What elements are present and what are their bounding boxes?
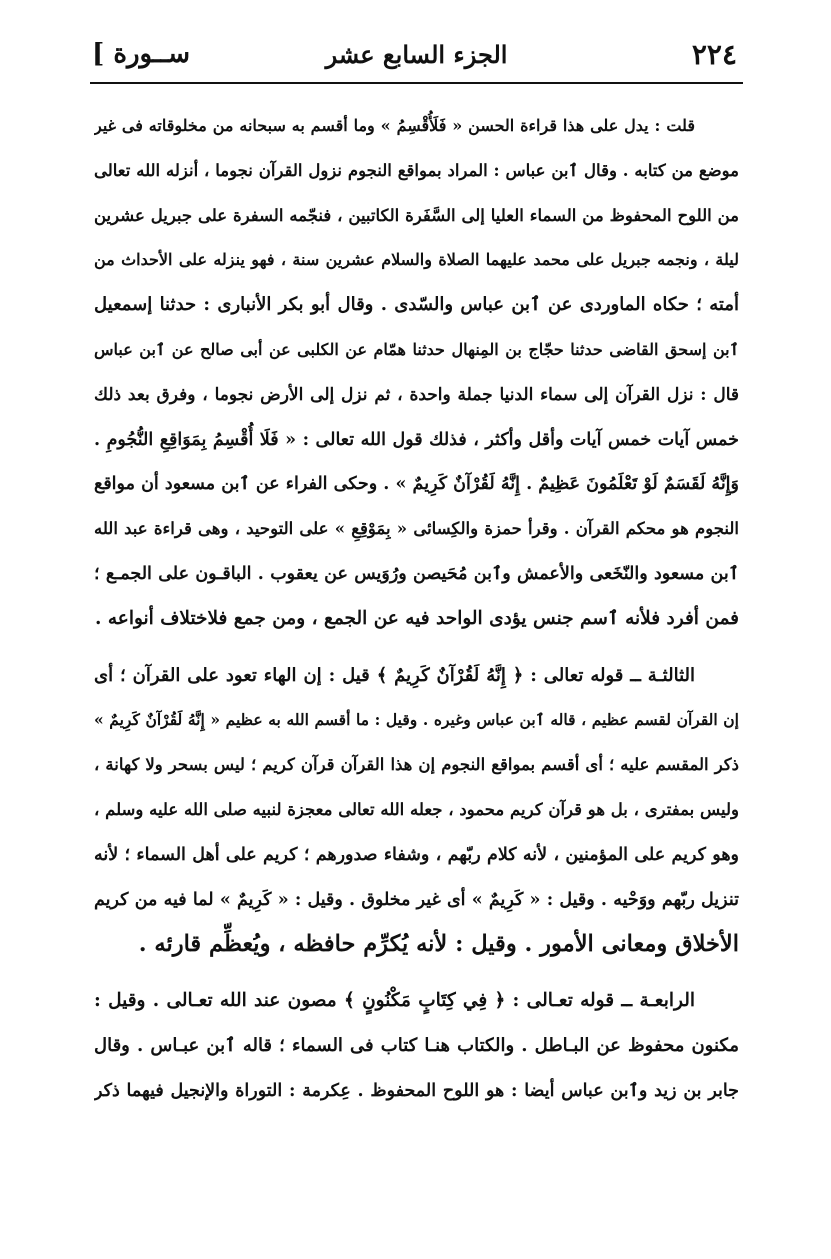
text-line: وَإِنَّهُ لَقَسَمٌ لَوْ تَعْلَمُونَ عَظِيمٌ . إِنَّهُ لَقُرْآنٌ كَرِيمٌ » . وحكى الفراء عن ٱبن مسعود أن مواقع [94,474,739,495]
text-line: مكنون محفوظ عن البـاطل . والكتاب هنـا كتاب فى السماء ؛ قاله ٱبن عبـاس . وقال [94,1034,739,1056]
text-line: موضع من كتابه . وقال ٱبن عباس : المراد بمواقع النجوم نزول القرآن نجوما ، أنزله الله تعالى [94,160,739,180]
text-line: خمس آيات خمس آيات وأقل وأكثر ، فذلك قول الله تعالى : « فَلَا أُقْسِمُ بِمَوَاقِعِ النُّجُومِ . [94,429,739,450]
section-marker: [ ســورة [92,39,190,69]
text-line: جابر بن زيد وٱبن عباس أيضا : هو اللوح المحفوظ . عِكرمة : التوراة والإنجيل فيهما ذكر [94,1080,739,1101]
text-line: تنزيل ربّهم ووَحْيه . وقيل : « كَرِيمٌ » أى غير مخلوق . وقيل : « كَرِيمٌ » لما فيه من كريم [94,889,739,910]
text-line: فمن أفرد فلأنه ٱسم جنس يؤدى الواحد فيه عن الجمع ، ومن جمع فلاختلاف أنواعه . [94,607,739,629]
text-line: ٱبن إسحق القاضى حدثنا حجّاج بن المِنهال حدثنا همّام عن الكلبى عن أبى صالح عن ٱبن عباس [94,339,739,359]
text-line: ذكر المقسم عليه ؛ أى أقسم بمواقع النجوم إن هذا القرآن قرآن كريم ؛ ليس بسحر ولا كهانة ، [94,755,739,775]
text-line: الثالثـة ــ قوله تعالى : ﴿ إِنَّهُ لَقُرْآنٌ كَرِيمٌ ﴾ قيل : إن الهاء تعود على القرآن ؛ أى [94,664,695,686]
paragraph-2 [94,654,739,968]
text-line: قال : نزل القرآن إلى سماء الدنيا جملة واحدة ، ثم نزل إلى الأرض نجوما ، وفرق بعد ذلك [94,384,739,405]
text-line: الرابعـة ــ قوله تعـالى : ﴿ فِي كِتَابٍ مَكْنُونٍ ﴾ مصون عند الله تعـالى . وقيل : [94,990,695,1012]
paragraph-gap [94,642,739,654]
page-header [90,26,743,84]
text-line: قلت : يدل على هذا قراءة الحسن « فَلَأُقْسِمُ » وما أقسم به سبحانه من مخلوقاته فى غير [94,116,695,135]
text-line: النجوم هو محكم القرآن . وقرأ حمزة والكِسائى « بِمَوْقِعِ » على التوحيد ، وهى قراءة عبد الله [94,519,739,539]
paragraph-3 [94,979,739,1113]
paragraph-gap [94,967,739,979]
text-line: وهو كريم على المؤمنين ، لأنه كلام ربّهم ، وشفاء صدورهم ؛ كريم على أهل السماء ؛ لأنه [94,844,739,865]
running-title: الجزء السابع عشر [325,39,508,69]
page-number: ٢٢٤ [691,37,737,71]
paragraph-1 [94,104,739,642]
text-line: وليس بمفترى ، بل هو قرآن كريم محمود ، جعله الله تعالى معجزة لنبيه صلى الله عليه وسلم ، [94,799,739,819]
text-line: من اللوح المحفوظ من السماء العليا إلى السَّفَرة الكاتبين ، فنجّمه السفرة على جبريل عشرين [94,205,739,225]
text-line: ليلة ، ونجمه جبريل على محمد عليهما الصلاة والسلام عشرين سنة ، فهو ينزله على الأحداث من [94,250,739,270]
text-line: إن القرآن لقسم عظيم ، قاله ٱبن عباس وغيره . وقيل : ما أقسم الله به عظيم « إِنَّهُ لَقُرْآنٌ كَرِيمٌ » [94,710,739,730]
text-line: ٱبن مسعود والنّخَعى والأعمش وٱبن مُحَيصن ورُوَيس عن يعقوب . الباقـون على الجمـع ؛ [94,563,739,584]
page-body [94,104,739,1114]
text-line: أمته ؛ حكاه الماوردى عن ٱبن عباس والسّدى . وقال أبو بكر الأنبارى : حدثنا إسمعيل [94,294,739,316]
text-line: الأخلاق ومعانى الأمور . وقيل : لأنه يُكرِّم حافظه ، ويُعظِّم قارئه . [138,931,739,958]
